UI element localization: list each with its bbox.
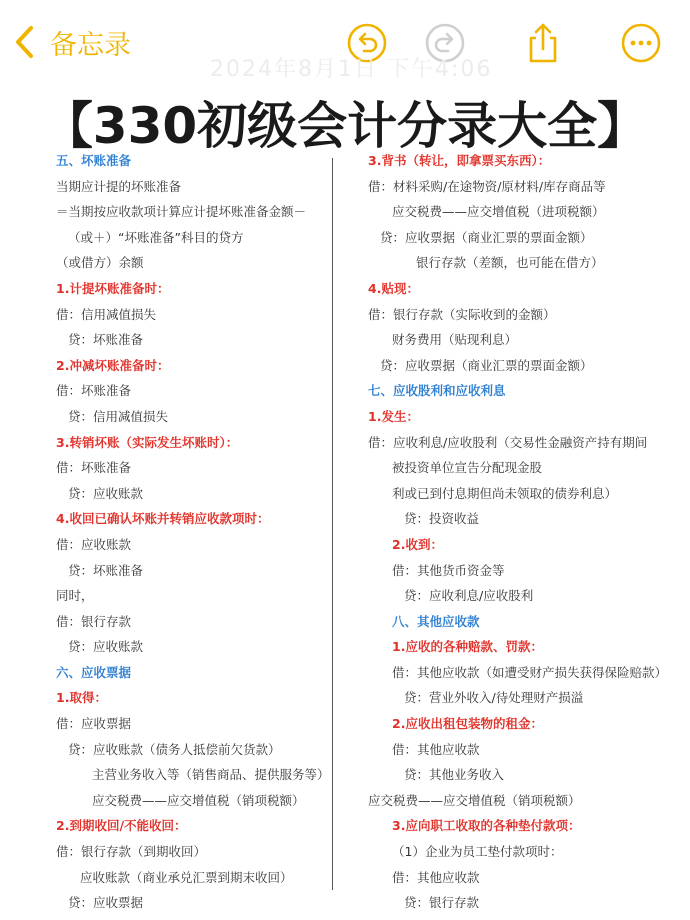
entry-line: 贷：信用减值损失 bbox=[68, 408, 169, 424]
entry-line: 当期应计提的坏账准备 bbox=[56, 178, 182, 194]
subsection-heading: 1.计提坏账准备时： bbox=[56, 280, 170, 296]
entry-line: 借：应收利息/应收股利（交易性金融资产持有期间 bbox=[368, 434, 648, 450]
entry-line: 借：银行存款 bbox=[56, 613, 132, 629]
section-heading: 八、其他应收款 bbox=[392, 613, 480, 629]
entry-line: 借：应收账款 bbox=[56, 536, 132, 552]
note-date: 2024年8月1日 下午4:06 bbox=[210, 57, 493, 82]
subsection-heading: 2.到期收回/不能收回： bbox=[56, 818, 187, 834]
entry-line: 贷：其他业务收入 bbox=[404, 767, 505, 783]
entry-line: 贷：应收账款 bbox=[68, 639, 144, 655]
entry-line: 贷：坏账准备 bbox=[68, 332, 144, 348]
entry-line: 借：应收票据 bbox=[56, 716, 132, 732]
subsection-heading: 1.应收的各种赔款、罚款： bbox=[392, 639, 543, 655]
entry-line: 应交税费——应交增值税（销项税额） bbox=[368, 792, 581, 808]
note-title: 【330初级会计分录大全】 bbox=[42, 97, 648, 155]
entry-line: 应交税费——应交增值税（销项税额） bbox=[92, 792, 305, 808]
entry-line: 应收账款（商业承兑汇票到期末收回） bbox=[80, 869, 293, 885]
section-heading: 六、应收票据 bbox=[56, 664, 132, 680]
entry-line: 借：其他应收款 bbox=[392, 741, 480, 757]
back-label: 备忘录 bbox=[50, 29, 131, 61]
entry-line: 被投资单位宣告分配现金股 bbox=[392, 460, 543, 476]
column-divider bbox=[332, 158, 333, 890]
entry-line: 贷：应收账款 bbox=[68, 485, 144, 501]
entry-line: （1）企业为员工垫付款项时： bbox=[392, 844, 563, 860]
section-heading: 五、坏账准备 bbox=[56, 153, 132, 168]
subsection-heading: 2.收到： bbox=[392, 536, 443, 552]
entry-line: （或＋）“坏账准备”科目的贷方 bbox=[68, 229, 244, 245]
entry-line: 利或已到付息期但尚未领取的债券利息） bbox=[392, 485, 618, 501]
entry-line: 贷：应收票据 bbox=[68, 895, 144, 911]
entry-line: 贷：投资收益 bbox=[404, 511, 480, 527]
chevron-left-icon bbox=[12, 24, 36, 60]
entry-line: 贷：银行存款 bbox=[404, 895, 480, 911]
entry-line: 借：其他应收款 bbox=[392, 869, 480, 885]
entry-line: 借：坏账准备 bbox=[56, 460, 132, 476]
entry-line: 借：银行存款（实际收到的金额） bbox=[368, 306, 556, 322]
subsection-heading: 2.冲减坏账准备时： bbox=[56, 357, 170, 373]
share-button[interactable] bbox=[522, 22, 564, 64]
entry-line: 贷：应收账款（债务人抵偿前欠货款） bbox=[68, 741, 281, 757]
entry-line: 贷：营业外收入/待处理财产损溢 bbox=[404, 690, 584, 706]
subsection-heading: 4.收回已确认坏账并转销应收款项时： bbox=[56, 511, 270, 527]
entry-line: 同时， bbox=[56, 588, 94, 604]
note-left-column bbox=[56, 148, 330, 916]
subsection-heading: 3.背书（转让，即拿票买东西）： bbox=[368, 153, 551, 168]
entry-line: （或借方）余额 bbox=[56, 255, 144, 271]
back-button[interactable] bbox=[12, 22, 131, 62]
entry-line: 贷：应收利息/应收股利 bbox=[404, 588, 534, 604]
entry-line: 借：其他货币资金等 bbox=[392, 562, 505, 578]
share-icon bbox=[522, 22, 564, 64]
entry-line: 贷：应收票据（商业汇票的票面金额） bbox=[380, 357, 593, 373]
subsection-heading: 1.取得： bbox=[56, 690, 107, 706]
note-right-column bbox=[368, 148, 686, 916]
section-heading: 七、应收股利和应收利息 bbox=[368, 383, 506, 399]
entry-line: 应交税费——应交增值税（进项税额） bbox=[392, 204, 605, 220]
entry-line: 银行存款（差额，也可能在借方） bbox=[416, 255, 604, 271]
entry-line: 借：材料采购/在途物资/原材料/库存商品等 bbox=[368, 178, 606, 194]
subsection-heading: 1.发生： bbox=[368, 408, 419, 424]
entry-line: 贷：应收票据（商业汇票的票面金额） bbox=[380, 229, 593, 245]
entry-line: 财务费用（贴现利息） bbox=[392, 332, 518, 348]
entry-line: 借：坏账准备 bbox=[56, 383, 132, 399]
entry-line: 贷：坏账准备 bbox=[68, 562, 144, 578]
subsection-heading: 3.应向职工收取的各种垫付款项： bbox=[392, 818, 581, 834]
subsection-heading: 2.应收出租包装物的租金： bbox=[392, 716, 543, 732]
more-button[interactable] bbox=[620, 22, 662, 64]
subsection-heading: 4.贴现： bbox=[368, 280, 419, 296]
subsection-heading: 3.转销坏账（实际发生坏账时）： bbox=[56, 434, 239, 450]
more-icon bbox=[620, 22, 662, 64]
entry-line: ＝当期按应收款项计算应计提坏账准备金额－ bbox=[56, 204, 307, 220]
entry-line: 主营业务收入等（销售商品、提供服务等） bbox=[92, 767, 330, 783]
entry-line: 借：其他应收款（如遭受财产损失获得保险赔款） bbox=[392, 664, 668, 680]
entry-line: 借：银行存款（到期收回） bbox=[56, 844, 207, 860]
entry-line: 借：信用减值损失 bbox=[56, 306, 157, 322]
